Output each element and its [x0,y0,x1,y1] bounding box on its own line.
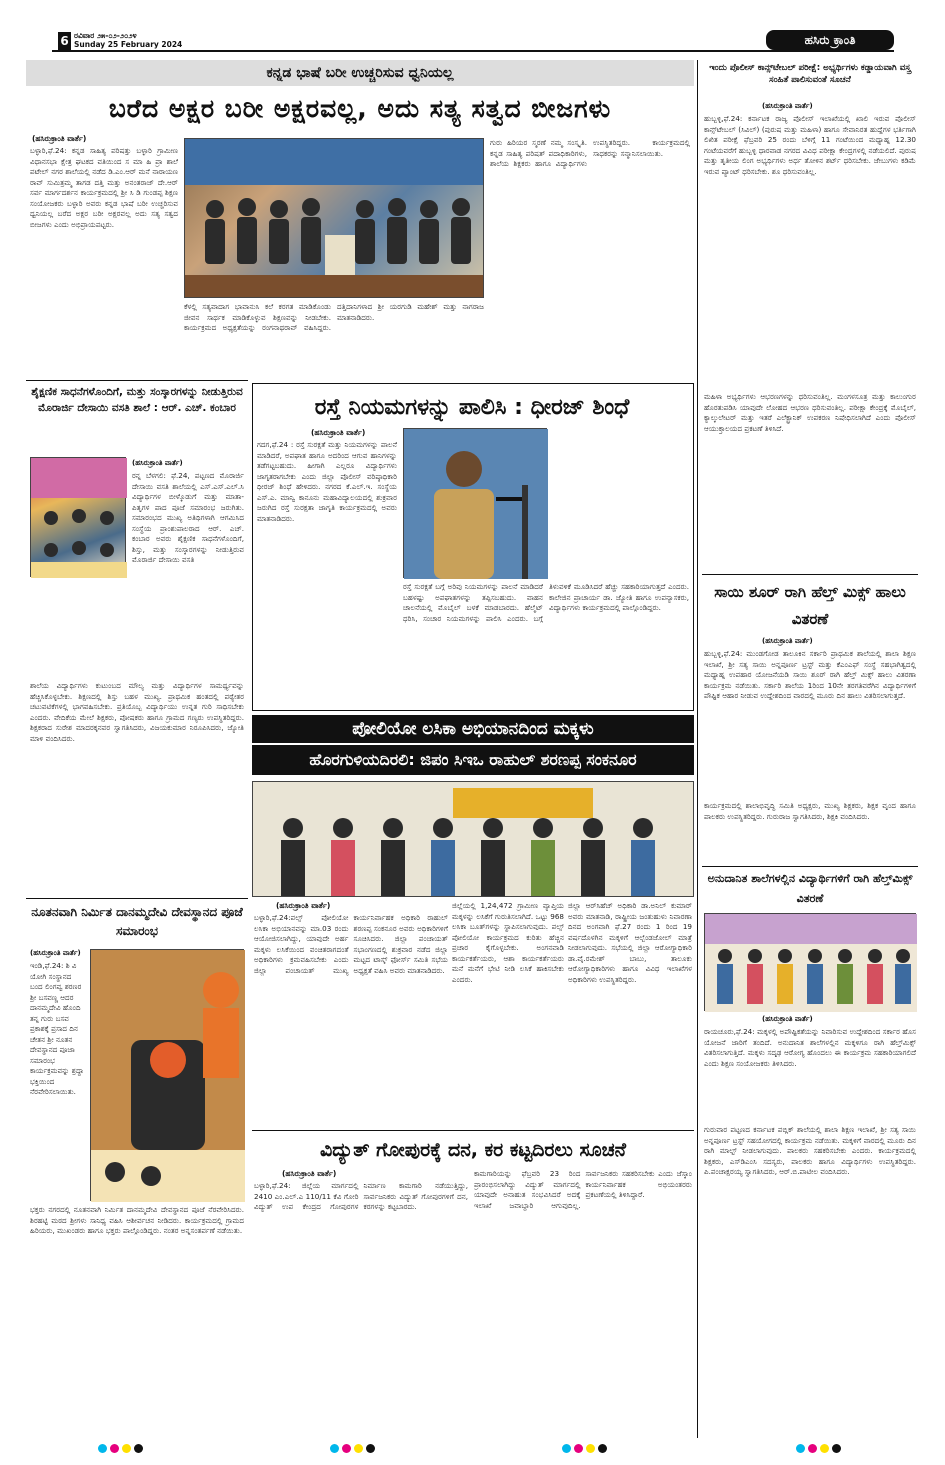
article-dateline: (ಹಸಿರುಕ್ರಾಂತಿ ವಾರ್ತೆ) [762,637,813,645]
article-headline-line1: ಪೋಲಿಯೋ ಲಸಿಕಾ ಅಭಿಯಾನದಿಂದ ಮಕ್ಕಳು [252,715,694,743]
article-body-col2: ಕೆಳಲ್ಲಿ ಸತ್ಯವಾದಾಗ ಭಾವಾನುಸಿ ಕಲೆ ಕರಗತ ಮಾಡಿಕೊಂಡು ಜೀವನ ಸಾರ್ಥಕ ಮಾಡಿಕೊಳ್ಳುವ ಶಿಕ್ಷಣವನ್ನು ನೀಡಬೇಕು. ಕಾರ್ಯಕ್ರಮದ ಅಧ್ಯಕ್ಷತೆಯನ್ನು ರಂಗನಾಥರಾವ್ ವಹಿಸಿದ್ದರು. ದತ್ತಿದಾನಿಗಳಾದ ಶ್ರೀ ಯರಗುಡಿ ಮಹೇಶ್ ಮತ್ತು ನಾಗರಾಜ ಮಾತನಾಡಿದರು. [184,302,484,332]
article-headline: ಶೈಕ್ಷಣಿಕ ಸಾಧನೆಗಳೊಂದಿಗೆ, ಮತ್ತು ಸಂಸ್ಕಾರಗಳನ್ನು ನೀಡುತ್ತಿರುವ ಮೊರಾರ್ಜಿ ದೇಸಾಯಿ ವಸತಿ ಶಾಲೆ : ಆರ್. ಎಚ್. ಕಂಬಾರ [31,386,243,414]
article-body-col2: ಜಿಲ್ಲೆಯಲ್ಲಿ 1,24,472 ಗ್ರಾಮೀಣ ವ್ಯಾಪ್ತಿಯ ಮಕ್ಕಳನ್ನು ಲಸಿಕೆಗೆ ಗುರುತಿಸಲಾಗಿದೆ. ಒಟ್ಟು 968 ಲಸಿಕಾ ಬೂತ್‌ಗಳನ್ನು ಸ್ಥಾಪಿಸಲಾಗುವುದು. ಪಲ್ಸ್ ಪೋಲಿಯೋ ಕಾರ್ಯಕ್ರಮದ ಕುರಿತು ಹೆಚ್ಚಿನ ಪ್ರಚಾರ ಕೈಗೊಳ್ಳಬೇಕು. ಅಂಗನವಾಡಿ ಕಾರ್ಯಕರ್ತೆಯರು, ಆಶಾ ಕಾರ್ಯಕರ್ತೆಯರು ಮನೆ ಮನೆಗೆ ಭೇಟಿ ನೀಡಿ ಲಸಿಕೆ ಹಾಕಿಸಬೇಕು ಎಂದರು. [452,901,564,984]
article-polio-campaign [252,715,694,1127]
article-headline-line2: ಹೊರಗುಳಿಯದಿರಲಿ: ಜಿಪಂ ಸಿಇಒ ರಾಹುಲ್ ಶರಣಪ್ಪ ಸಂಕನೂರ [252,745,694,775]
article-dateline: (ಹಸಿರುಕ್ರಾಂತಿ ವಾರ್ತೆ) [282,1169,337,1178]
article-body-col1: ಇಂಡಿ,ಫೆ.24: ಶಿ ವಿ ಯೋಗಿ ಸಂಸ್ಥಾನದ ಬಂದ ಲಿಂಗವ್ವ ಶರಣರ ಶ್ರೀ ಬಸವಣ್ಣ ಆದರ ದಾನಮ್ಮದೇವಿ ಹೊಂದಿ ತನ್ನ ಗುರು ಬಸವ ಪ್ರಕಾಶಕ್ಕೆ ಪ್ರಸಾದ ದಿನ ಚೇತನ ಶ್ರೀ ನೂತನ ದೇವಸ್ಥಾನದ ಪೂಜಾ ಸಮಾರಂಭ ಕಾರ್ಯಕ್ರಮವನ್ನು ಶ್ರದ್ಧಾ ಭಕ್ತಿಯಿಂದ ನೆರವೇರಿಸಲಾಯಿತು. [30,961,84,1096]
group-photo-image [185,139,484,298]
masthead: ಹಸಿರು ಕ್ರಾಂತಿ [766,30,894,50]
article-kicker: ಕನ್ನಡ ಭಾಷೆ ಬರೀ ಉಚ್ಚರಿಸುವ ಧ್ವನಿಯಲ್ಲ [26,60,694,86]
column-divider [697,60,698,1438]
article-body-col1: ಹುಬ್ಬಳ್ಳಿ,ಫೆ.24: ಕರ್ನಾಟಕ ರಾಜ್ಯ ಪೊಲೀಸ್ ಇಲಾಖೆಯಲ್ಲಿ ಖಾಲಿ ಇರುವ ಪೊಲೀಸ್ ಕಾನ್ಸ್‌ಟೇಬಲ್ (ಸಿವಿಲ್) (ಪುರುಷ ಮತ್ತು ಮಹಿಳಾ) ಹಾಗೂ ಸೇವಾನಿರತ ಹುದ್ದೆಗಳ ಭರ್ತಿಗಾಗಿ ಲಿಖಿತ ಪರೀಕ್ಷೆ ಫೆಬ್ರವರಿ 25 ರಂದು ಬೆಳಿಗ್ಗೆ 11 ಗಂಟೆಯಿಂದ ಮಧ್ಯಾಹ್ನ 12.30 ಗಂಟೆಯವರೆಗೆ ಹುಬ್ಬಳ್ಳಿ ಧಾರವಾಡ ನಗರದ ವಿವಿಧ ಪರೀಕ್ಷಾ ಕೇಂದ್ರಗಳಲ್ಲಿ ನಡೆಯಲಿದೆ. ಪುರುಷ ಮತ್ತು ತೃತೀಯ ಲಿಂಗ ಅಭ್ಯರ್ಥಿಗಳು ಅರ್ಧ ತೋಳಿನ ಶರ್ಟ್ ಧರಿಸಬೇಕು. ಜೇಬುಗಳು ಕಡಿಮೆ ಇರುವ ಪ್ಯಾಂಟ್ ಧರಿಸಬೇಕು. ಶೂ ಧರಿಸುವಂತಿಲ್ಲ. [704,114,916,176]
article-dateline: (ಹಸಿರುಕ್ರಾಂತಿ ವಾರ್ತೆ) [762,102,813,110]
cyan-dot [98,1444,107,1453]
article-dateline: (ಹಸಿರುಕ್ರಾಂತಿ ವಾರ್ತೆ) [762,1015,813,1023]
article-body-col2: ಗುರುವಾರ ಪಟ್ಟಣದ ಕರ್ನಾಟಕ ಪಬ್ಲಿಕ್ ಶಾಲೆಯಲ್ಲಿ ಶಾಲಾ ಶಿಕ್ಷಣ ಇಲಾಖೆ, ಶ್ರೀ ಸತ್ಯ ಸಾಯಿ ಅನ್ನಪೂರ್ಣ ಟ್ರಸ್ಟ್ ಸಹಯೋಗದಲ್ಲಿ ಕಾರ್ಯಕ್ರಮ ನಡೆಯಿತು. ಮಕ್ಕಳಿಗೆ ವಾರದಲ್ಲಿ ಮೂರು ದಿನ ರಾಗಿ ಮಾಲ್ಟ್ ನೀಡಲಾಗುವುದು. ಪಾಲಕರು ಸಹಕರಿಸಬೇಕು ಎಂದರು. ಕಾರ್ಯಕ್ರಮದಲ್ಲಿ ಶಿಕ್ಷಕರು, ಎಸ್‌ಡಿಎಂಸಿ ಸದಸ್ಯರು, ಪಾಲಕರು ಹಾಗೂ ವಿದ್ಯಾರ್ಥಿಗಳು ಉಪಸ್ಥಿತರಿದ್ದರು. ಪಿ.ಪಂಚಾಕ್ಷರಯ್ಯ ಸ್ವಾಗತಿಸಿದರು, ಆರ್.ಬಿ.ಪಾಟೀಲ ವಂದಿಸಿದರು. [704,1125,916,1176]
officer-speaking-photo-image [404,429,548,579]
article-headline: ರಸ್ತೆ ನಿಯಮಗಳನ್ನು ಪಾಲಿಸಿ : ಧೀರಜ್ ಶಿಂಧೆ [314,395,630,420]
article-body-col1: ರಾಯಚೂರು,ಫೆ.24: ಮಕ್ಕಳಲ್ಲಿ ಅಪೌಷ್ಟಿಕತೆಯನ್ನು ನಿವಾರಿಸುವ ಉದ್ದೇಶದಿಂದ ಸರ್ಕಾರ ಹೊಸ ಯೋಜನೆ ಜಾರಿಗೆ ತಂದಿದೆ. ಅನುದಾನಿತ ಶಾಲೆಗಳಲ್ಲಿನ ಮಕ್ಕಳಿಗೂ ರಾಗಿ ಹೆಲ್ತ್‌ಮಿಕ್ಸ್ ವಿತರಿಸಲಾಗುತ್ತಿದೆ. ಮಕ್ಕಳು ಸದೃಢ ಆರೋಗ್ಯ ಹೊಂದಲು ಈ ಕಾರ್ಯಕ್ರಮ ಸಹಕಾರಿಯಾಗಲಿದೆ ಎಂದು ಶಿಕ್ಷಣ ಸಂಯೋಜಕರು ತಿಳಿಸಿದರು. [704,1027,916,1068]
article-headline: ಬರೆದ ಅಕ್ಷರ ಬರೀ ಅಕ್ಷರವಲ್ಲ, ಅದು ಸತ್ಯ ಸತ್ವದ ಬೀಜಗಳು [108,94,612,123]
cyan-dot [330,1444,339,1453]
article-kannada-letters [26,60,694,378]
registration-marks-3 [562,1444,607,1453]
registration-marks-2 [330,1444,375,1453]
article-body-col2: ಕಾರ್ಯಕ್ರಮದಲ್ಲಿ ಶಾಲಾಭಿವೃದ್ಧಿ ಸಮಿತಿ ಅಧ್ಯಕ್ಷರು, ಮುಖ್ಯ ಶಿಕ್ಷಕರು, ಶಿಕ್ಷಕ ವೃಂದ ಹಾಗೂ ಪಾಲಕರು ಉಪಸ್ಥಿತರಿದ್ದರು. ಗುರುರಾಜ ಸ್ವಾಗತಿಸಿದರು, ಶಿಕ್ಷಕಿ ವಂದಿಸಿದರು. [704,801,916,821]
article-danamma-temple [26,898,248,1438]
registration-marks-1 [98,1444,143,1453]
article-headline: ಅನುದಾನಿತ ಶಾಲೆಗಳಲ್ಲಿನ ವಿದ್ಯಾರ್ಥಿಗಳಿಗೆ ರಾಗಿ ಹೆಲ್ತ್‌ಮಿಕ್ಸ್ ವಿತರಣೆ [707,872,913,905]
officials-photo-image [253,782,694,897]
article-headline: ನೂತನವಾಗಿ ನಿರ್ಮಿತ ದಾನಮ್ಮದೇವಿ ದೇವಸ್ಥಾನದ ಪೂಜೆ ಸಮಾರಂಭ [31,905,243,938]
date-kannada: ರವಿವಾರ ೨೫-೦೨-೨೦೨೪ [74,31,137,40]
article-sai-sure-milk [702,574,918,864]
yellow-dot [354,1444,363,1453]
page-header [52,30,894,52]
yellow-dot [820,1444,829,1453]
article-police-exam [702,60,918,580]
article-body-col1: ಬಳ್ಳಾರಿ,ಫೆ.24:ಪಲ್ಸ್ ಪೋಲಿಯೋ ಲಸಿಕಾ ಅಭಿಯಾನವನ್ನು ಮಾ.03 ರಂದು ಆಯೋಜಿಸಲಾಗಿದ್ದು, ಯಾವುದೇ ಅರ್ಹ ಮಕ್ಕಳು ಲಸಿಕೆಯಿಂದ ವಂಚಿತರಾಗದಂತೆ ಅಧಿಕಾರಿಗಳು ಕ್ರಮವಹಿಸಬೇಕು ಎಂದು ಜಿಲ್ಲಾ ಪಂಚಾಯತ್ ಮುಖ್ಯ ಕಾರ್ಯನಿರ್ವಾಹಕ ಅಧಿಕಾರಿ ರಾಹುಲ್ ಶರಣಪ್ಪ ಸಂಕನೂರ ಅವರು ಅಧಿಕಾರಿಗಳಿಗೆ ಸೂಚಿಸಿದರು. ಜಿಲ್ಲಾ ಪಂಚಾಯತ್ ಸಭಾಂಗಣದಲ್ಲಿ ಶುಕ್ರವಾರ ನಡೆದ ಜಿಲ್ಲಾ ಮಟ್ಟದ ಟಾಸ್ಕ್ ಫೋರ್ಸ್ ಸಮಿತಿ ಸಭೆಯ ಅಧ್ಯಕ್ಷತೆ ವಹಿಸಿ ಅವರು ಮಾತನಾಡಿದರು. [254,913,448,975]
magenta-dot [808,1444,817,1453]
article-body-col2: ಕಾಮಗಾರಿಯನ್ನು ಫೆಬ್ರವರಿ 23 ರಿಂದ ಪ್ರಾರಂಭಿಸಲಾಗಿದ್ದು ವಿದ್ಯುತ್ ಮಾರ್ಗದಲ್ಲಿ ಯಾವುದೇ ಅನಾಹುತ ಸಂಭವಿಸಿದರೆ ಅದಕ್ಕೆ ಇಲಾಖೆ ಜವಾಬ್ದಾರಿ ಆಗುವುದಿಲ್ಲ. ಸಾರ್ವಜನಿಕರು ಸಹಕರಿಸಬೇಕು ಎಂದು ಜೆಸ್ಕಾಂ ಕಾರ್ಯನಿರ್ವಾಹಕ ಅಭಿಯಂತರರು ಪ್ರಕಟಣೆಯಲ್ಲಿ ತಿಳಿಸಿದ್ದಾರೆ. [474,1169,692,1210]
article-dateline: (ಹಸಿರುಕ್ರಾಂತಿ ವಾರ್ತೆ) [132,459,183,467]
magenta-dot [110,1444,119,1453]
article-dateline: (ಹಸಿರುಕ್ರಾಂತಿ ವಾರ್ತೆ) [30,949,81,957]
article-headline: ಸಾಯಿ ಶೂರ್ ರಾಗಿ ಹೆಲ್ತ್ ಮಿಕ್ಸ್ ಹಾಲು ವಿತರಣೆ [714,583,906,628]
article-morarji-school [26,380,248,895]
black-dot [366,1444,375,1453]
black-dot [598,1444,607,1453]
article-body-col1: ಬಳ್ಳಾರಿ,ಫೆ.24: ಕನ್ನಡ ಸಾಹಿತ್ಯ ಪರಿಷತ್ತು ಬಳ್ಳಾರಿ ಗ್ರಾಮೀಣ ವಿಧಾನಸಭಾ ಕ್ಷೇತ್ರ ಘಟಕದ ವತಿಯಿಂದ ಸ ಮಾ ಹಿ ಪ್ರಾ ಶಾಲೆ ಪಟೇಲ್ ನಗರ ಶಾಲೆಯಲ್ಲಿ ನಡೆದ ಡಿ.ಎಂ.ಆರ್ ಮನೆ ನಾರಾಯಣ ರಾವ್ ಸುಮಿತ್ರಮ್ಮ ತಾಗಡ ದತ್ತಿ ಮತ್ತು ಅನಂತರಾಜ್ ದೇ.ಆರ್ ಸರ್ವ ಮಾರ್ಗದರ್ಶನ ಕಾರ್ಯಕ್ರಮದಲ್ಲಿ ಶ್ರೀ ಸಿ ಡಿ ಗುಂಡಪ್ಪ ಶಿಕ್ಷಣ ಸಂಯೋಜಕರು ಬಳ್ಳಾರಿ ಅವರು ಕನ್ನಡ ಭಾಷೆ ಬರೀ ಉಚ್ಚರಿಸುವ ಧ್ವನಿಯಲ್ಲ ಬರೆದ ಅಕ್ಷರ ಬರೀ ಅಕ್ಷರವಲ್ಲ ಅದು ಸತ್ಯ ಸತ್ವದ ಬೀಜಗಳು ಎಂದು ಅಭಿಪ್ರಾಯಪಟ್ಟರು. [30,146,178,229]
cyan-dot [796,1444,805,1453]
article-body-col1: ಬಳ್ಳಾರಿ,ಫೆ.24: ಜಿಲ್ಲೆಯ ಮಾರ್ಗದಲ್ಲಿ 2410 ಎಂ.ಎಲ್.ಎ 110/11 ಕೆವಿ ಗೋರಿ ವಿದ್ಯುತ್ ಉಪ ಕೇಂದ್ರದ ಗೋಪುರಗಳ ನಿರ್ಮಾಣ ಕಾಮಗಾರಿ ನಡೆಯುತ್ತಿದ್ದು, ಸಾರ್ವಜನಿಕರು ವಿದ್ಯುತ್ ಗೋಪುರಗಳಿಗೆ ದನ, ಕರಗಳನ್ನು ಕಟ್ಟಬಾರದು. [254,1181,468,1211]
article-body-col2: ಮಹಿಳಾ ಅಭ್ಯರ್ಥಿಗಳು ಆಭರಣಗಳನ್ನು ಧರಿಸುವಂತಿಲ್ಲ. ಮಂಗಳಸೂತ್ರ ಮತ್ತು ಕಾಲುಂಗುರ ಹೊರತುಪಡಿಸಿ ಯಾವುದೇ ಲೋಹದ ಆಭರಣ ಧರಿಸುವಂತಿಲ್ಲ. ಪರೀಕ್ಷಾ ಕೇಂದ್ರಕ್ಕೆ ಮೊಬೈಲ್, ಕ್ಯಾಲ್ಕುಲೇಟರ್ ಮತ್ತು ಇತರೆ ಎಲೆಕ್ಟ್ರಾನಿಕ್ ಉಪಕರಣ ನಿಷೇಧಿಸಲಾಗಿದೆ ಎಂದು ಪೊಲೀಸ್ ಆಯುಕ್ತಾಲಯದ ಪ್ರಕಟಣೆ ತಿಳಿಸಿದೆ. [704,392,916,433]
article-headline: ಇಂದು ಪೊಲೀಸ್ ಕಾನ್ಸ್‌ಟೇಬಲ್ ಪರೀಕ್ಷೆ: ಅಭ್ಯರ್ಥಿಗಳು ಕಡ್ಡಾಯವಾಗಿ ವಸ್ತ್ರ ಸಂಹಿತೆ ಪಾಲಿಸುವಂತೆ ಸೂಚನೆ [709,63,911,85]
article-photo [704,913,916,1011]
article-body-col1: ರನ್ನ ಬೆಳಗಲಿ: ಫೆ.24, ಪಟ್ಟಣದ ಮೊರಾರ್ಜಿ ದೇಸಾಯಿ ವಸತಿ ಶಾಲೆಯಲ್ಲಿ ಎಸ್.ಎಸ್.ಎಲ್.ಸಿ ವಿದ್ಯಾರ್ಥಿಗಳ ಬೀಳ್ಕೊಡುಗೆ ಮತ್ತು ಮಾತಾ-ಪಿತೃಗಳ ಪಾದ ಪೂಜೆ ಸಮಾರಂಭ ಜರುಗಿತು. ಸಮಾರಂಭದ ಮುಖ್ಯ ಅತಿಥಿಗಳಾಗಿ ಆಗಮಿಸಿದ ಸಂಸ್ಥೆಯ ಪ್ರಾಂಶುಪಾಲರಾದ ಆರ್. ಎಚ್. ಕಂಬಾರ ಅವರು ಶೈಕ್ಷಣಿಕ ಸಾಧನೆಗಳೊಂದಿಗೆ, ಶಿಸ್ತು, ಮತ್ತು ಸಂಸ್ಕಾರಗಳನ್ನು ನೀಡುತ್ತಿರುವ ಮೊರಾರ್ಜಿ ದೇಸಾಯಿ ವಸತಿ [132,471,244,564]
article-body-col1: ಹುಬ್ಬಳ್ಳಿ,ಫೆ.24: ಮುಂಡಗೋಡ ತಾಲೂಕಿನ ಸರ್ಕಾರಿ ಪ್ರಾಥಮಿಕ ಶಾಲೆಯಲ್ಲಿ ಶಾಲಾ ಶಿಕ್ಷಣ ಇಲಾಖೆ, ಶ್ರೀ ಸತ್ಯ ಸಾಯಿ ಅನ್ನಪೂರ್ಣ ಟ್ರಸ್ಟ್ ಮತ್ತು ಕೆಎಂಎಫ್ ಸಂಸ್ಥೆ ಸಹಭಾಗಿತ್ವದಲ್ಲಿ ಮಧ್ಯಾಹ್ನ ಉಪಹಾರ ಯೋಜನೆಯಡಿ ಸಾಯಿ ಶೂರ್ ರಾಗಿ ಹೆಲ್ತ್ ಮಿಕ್ಸ್ ಹಾಲು ವಿತರಣಾ ಕಾರ್ಯಕ್ರಮ ನಡೆಯಿತು. ಸರ್ಕಾರಿ ಶಾಲೆಯ 1ರಿಂದ 10ನೇ ತರಗತಿವರೆಗಿನ ವಿದ್ಯಾರ್ಥಿಗಳಿಗೆ ಪೌಷ್ಟಿಕ ಆಹಾರ ನೀಡುವ ಉದ್ದೇಶದಿಂದ ವಾರದಲ್ಲಿ ಮೂರು ದಿನ ಹಾಲು ವಿತರಿಸಲಾಗುತ್ತದೆ. [704,649,916,700]
article-electric-tower [252,1130,694,1438]
article-ragi-healthmix [702,866,918,1438]
students-photo-image [31,458,127,578]
article-photo [184,138,484,298]
article-body-col2: ಶಾಲೆಯ ವಿದ್ಯಾರ್ಥಿಗಳು ಕುಟುಂಬದ ಮೌಲ್ಯ ಮತ್ತು ವಿದ್ಯಾರ್ಥಿಗಳ ಸಾಮರ್ಥ್ಯವನ್ನು ಹೆಚ್ಚಿಸಿಕೊಳ್ಳಬೇಕು. ಶಿಕ್ಷಣದಲ್ಲಿ ಶಿಸ್ತು ಬಹಳ ಮುಖ್ಯ. ಪ್ರಾಥಮಿಕ ಹಂತದಲ್ಲಿ ಪಠ್ಯೇತರ ಚಟುವಟಿಕೆಗಳಲ್ಲಿ ಭಾಗವಹಿಸಬೇಕು. ಪ್ರತಿಯೊಬ್ಬ ವಿದ್ಯಾರ್ಥಿಯು ಉನ್ನತ ಗುರಿ ಸಾಧಿಸಬೇಕು ಎಂದರು. ವೇದಿಕೆಯ ಮೇಲೆ ಶಿಕ್ಷಕರು, ಪೋಷಕರು ಹಾಗೂ ಗ್ರಾಮದ ಗಣ್ಯರು ಉಪಸ್ಥಿತರಿದ್ದರು. ಶಿಕ್ಷಕರಾದ ಸುರೇಶ ಮಾದರಕ್ಕನವರ ಸ್ವಾಗತಿಸಿದರು, ವಿಜಯಕುಮಾರ ನಿರೂಪಿಸಿದರು, ಜ್ಯೋತಿ ಮಾಳಿ ವಂದಿಸಿದರು. [30,681,244,743]
date-english: Sunday 25 February 2024 [74,40,183,49]
article-body-col2: ರಸ್ತೆ ಸುರಕ್ಷತೆ ಬಗ್ಗೆ ಅರಿವು ನಿಯಮಗಳನ್ನು ಪಾಲನೆ ಮಾಡಿದರೆ ಬಹಳಷ್ಟು ಅಪಘಾತಗಳನ್ನು ತಪ್ಪಿಸಬಹುದು. ವಾಹನ ಚಾಲನೆಯಲ್ಲಿ ಮೊಬೈಲ್ ಬಳಕೆ ಮಾಡಬಾರದು. ಹೆಲ್ಮೆಟ್ ಧರಿಸಿ, ಸಂಚಾರ ನಿಯಮಗಳನ್ನು ಪಾಲಿಸಿ ಎಂದರು. ಬಗ್ಗೆ ತಿಳುವಳಿಕೆ ಮೂಡಿಸಿದರೆ ಹೆಚ್ಚು ಸಹಕಾರಿಯಾಗುತ್ತದೆ ಎಂದರು. ಕಾಲೇಜಿನ ಪ್ರಾಚಾರ್ಯ ಡಾ. ಜ್ಯೋತಿ ಹಾಗೂ ಉಪನ್ಯಾಸಕರು, ವಿದ್ಯಾರ್ಥಿಗಳು ಕಾರ್ಯಕ್ರಮದಲ್ಲಿ ಪಾಲ್ಗೊಂಡಿದ್ದರು. [403,582,689,623]
article-body-col2: ಭಕ್ತರು ನಗರದಲ್ಲಿ ನೂತನವಾಗಿ ನಿರ್ಮಿತ ದಾನಮ್ಮದೇವಿ ದೇವಸ್ಥಾನದ ಪೂಜೆ ನೆರವೇರಿಸಿದರು. ಶಿರಹಟ್ಟಿ ಮಠದ ಶ್ರೀಗಳು ಸಾನಿಧ್ಯ ವಹಿಸಿ ಆಶೀರ್ವಚನ ನೀಡಿದರು. ಕಾರ್ಯಕ್ರಮದಲ್ಲಿ ಗ್ರಾಮದ ಹಿರಿಯರು, ಮುಖಂಡರು ಹಾಗೂ ಭಕ್ತರು ಪಾಲ್ಗೊಂಡಿದ್ದರು. ನಂತರ ಅನ್ನಸಂತರ್ಪಣೆ ನಡೆಯಿತು. [30,1205,244,1235]
black-dot [832,1444,841,1453]
page-number: 6 [58,32,71,50]
school-children-photo-image [705,914,917,1012]
yellow-dot [122,1444,131,1453]
article-photo [30,457,126,577]
article-dateline: (ಹಸಿರುಕ್ರಾಂತಿ ವಾರ್ತೆ) [32,134,87,143]
registration-marks-4 [796,1444,841,1453]
article-body-col3: ಜಿಲ್ಲಾ ಆರ್‌ಸಿಹೆಚ್ ಅಧಿಕಾರಿ ಡಾ.ಅನಿಲ್ ಕುಮಾರ್ ಅವರು ಮಾತನಾಡಿ, ರಾಷ್ಟ್ರೀಯ ಜಂತುಹುಳು ನಿವಾರಣಾ ದಿನದ ಅಂಗವಾಗಿ ಫೆ.27 ರಂದು 1 ರಿಂದ 19 ವರ್ಷದೊಳಗಿನ ಮಕ್ಕಳಿಗೆ ಆಲ್ಬೆಂಡಜೋಲ್ ಮಾತ್ರೆ ನೀಡಲಾಗುವುದು. ಸಭೆಯಲ್ಲಿ ಜಿಲ್ಲಾ ಆರೋಗ್ಯಾಧಿಕಾರಿ ಡಾ.ವೈ.ರಮೇಶ್ ಬಾಬು, ತಾಲೂಕು ಆರೋಗ್ಯಾಧಿಕಾರಿಗಳು ಹಾಗೂ ವಿವಿಧ ಇಲಾಖೆಗಳ ಅಧಿಕಾರಿಗಳು ಉಪಸ್ಥಿತರಿದ್ದರು. [568,901,692,984]
magenta-dot [574,1444,583,1453]
article-body-col3: ಗುರು ಹಿರಿಯರ ಸ್ಮರಣೆ ನಮ್ಮ ಸಂಸ್ಕೃತಿ. ಕನ್ನಡ ಸಾಹಿತ್ಯ ಪರಿಷತ್ ಪದಾಧಿಕಾರಿಗಳು, ಶಾಲೆಯ ಶಿಕ್ಷಕರು ಹಾಗೂ ವಿದ್ಯಾರ್ಥಿಗಳು ಉಪಸ್ಥಿತರಿದ್ದರು. ಕಾರ್ಯಕ್ರಮದಲ್ಲಿ ಸಾಧಕರನ್ನು ಸನ್ಮಾನಿಸಲಾಯಿತು. [490,138,690,168]
temple-idol-photo-image [91,950,245,1202]
article-photo [252,781,694,897]
black-dot [134,1444,143,1453]
yellow-dot [586,1444,595,1453]
article-photo [403,428,547,578]
magenta-dot [342,1444,351,1453]
article-headline: ವಿದ್ಯುತ್ ಗೋಪುರಕ್ಕೆ ದನ, ಕರ ಕಟ್ಟದಿರಲು ಸೂಚನೆ [320,1139,626,1161]
article-dateline: (ಹಸಿರುಕ್ರಾಂತಿ ವಾರ್ತೆ) [311,428,366,437]
article-dateline: (ಹಸಿರುಕ್ರಾಂತಿ ವಾರ್ತೆ) [276,901,331,910]
cyan-dot [562,1444,571,1453]
article-body-col1: ಗದಗ,ಫೆ.24 : ರಸ್ತೆ ಸುರಕ್ಷತೆ ಮತ್ತು ನಿಯಮಗಳನ್ನು ಪಾಲನೆ ಮಾಡಿದರೆ, ಅಪಘಾತ ಹಾಗೂ ಅದರಿಂದ ಆಗುವ ಹಾನಿಗಳನ್ನು ತಡೆಗಟ್ಟಬಹುದು. ಹೀಗಾಗಿ ಎಲ್ಲರೂ ವಿದ್ಯಾರ್ಥಿಗಳು ಜಾಗೃತರಾಗಬೇಕು ಎಂದು ಜಿಲ್ಲಾ ಪೊಲೀಸ್ ವರಿಷ್ಠಾಧಿಕಾರಿ ಧೀರಜ್ ಶಿಂಧೆ ಹೇಳಿದರು. ನಗರದ ಕೆ.ಎಲ್.ಇ. ಸಂಸ್ಥೆಯ ಎಸ್.ಎ. ಮಾನ್ವಿ ಕಾನೂನು ಮಹಾವಿದ್ಯಾಲಯದಲ್ಲಿ ಶುಕ್ರವಾರ ಜರುಗಿದ ರಸ್ತೆ ಸುರಕ್ಷತಾ ಜಾಗೃತಿ ಕಾರ್ಯಕ್ರಮದಲ್ಲಿ ಅವರು ಮಾತನಾಡಿದರು. [257,440,397,523]
article-road-safety [252,383,694,711]
article-photo [90,949,244,1201]
